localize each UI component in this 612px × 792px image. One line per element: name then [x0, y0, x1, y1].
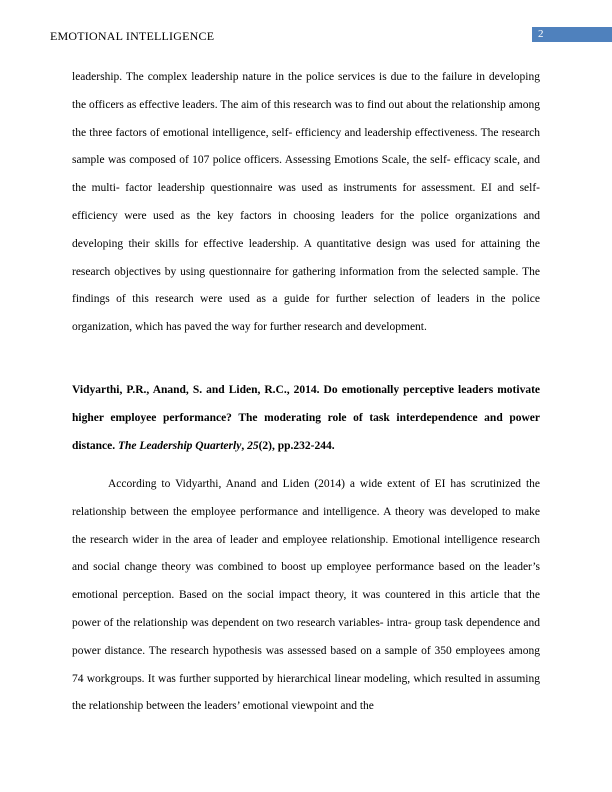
page-number-badge: [532, 27, 612, 42]
reference-journal: The Leadership Quarterly: [118, 439, 242, 452]
page-number: 2: [538, 28, 544, 40]
body-paragraph: According to Vidyarthi, Anand and Liden (2014) a wide extent of EI has scrutinized the relationship between the employee performance and intelligence. A theory was developed to make the research wider in the area of leader and employee relationship. Emotional intelligence research and social change theory was combined to boost up employee performance based on the leader’s emotional perception. Based on the social impact theory, it was countered in this article that the power of the relationship was dependent on two research variables- intra- group task dependence and power distance. The research hypothesis was assessed based on a sample of 350 employees among 74 workgroups. It was further supported by hierarchical linear modeling, which resulted in assuming the relationship between the leaders’ emotional viewpoint and the: [72, 478, 540, 713]
reference-volume: 25: [247, 439, 259, 452]
reference-separator: ,: [241, 439, 248, 452]
reference-authors-title: Vidyarthi, P.R., Anand, S. and Liden, R.C., 2014. Do emotionally perceptive leaders motivate higher employee performance? The moderating role of task interdependence and power distance.: [72, 384, 540, 452]
reference-issue-pages: (2), pp.232-244.: [258, 439, 335, 452]
reference-citation: [72, 377, 540, 460]
body-paragraph: leadership. The complex leadership nature in the police services is due to the failure in developing the officers as effective leaders. The aim of this research was to find out about the relationship among the three factors of emotional intelligence, self- efficiency and leadership effectiveness. The research sample was composed of 107 police officers. Assessing Emotions Scale, the self- efficacy scale, and the multi- factor leadership questionnaire was used as instruments for assessment. EI and self- efficiency were used as the key factors in choosing leaders for the police organizations and developing their skills for effective leadership. A quantitative design was used for attaining the research objectives by using questionnaire for gathering information from the selected sample. The findings of this research were used as a guide for further selection of leaders in the police organization, which has paved the way for further research and development.: [72, 71, 540, 334]
running-head: EMOTIONAL INTELLIGENCE: [50, 29, 215, 43]
